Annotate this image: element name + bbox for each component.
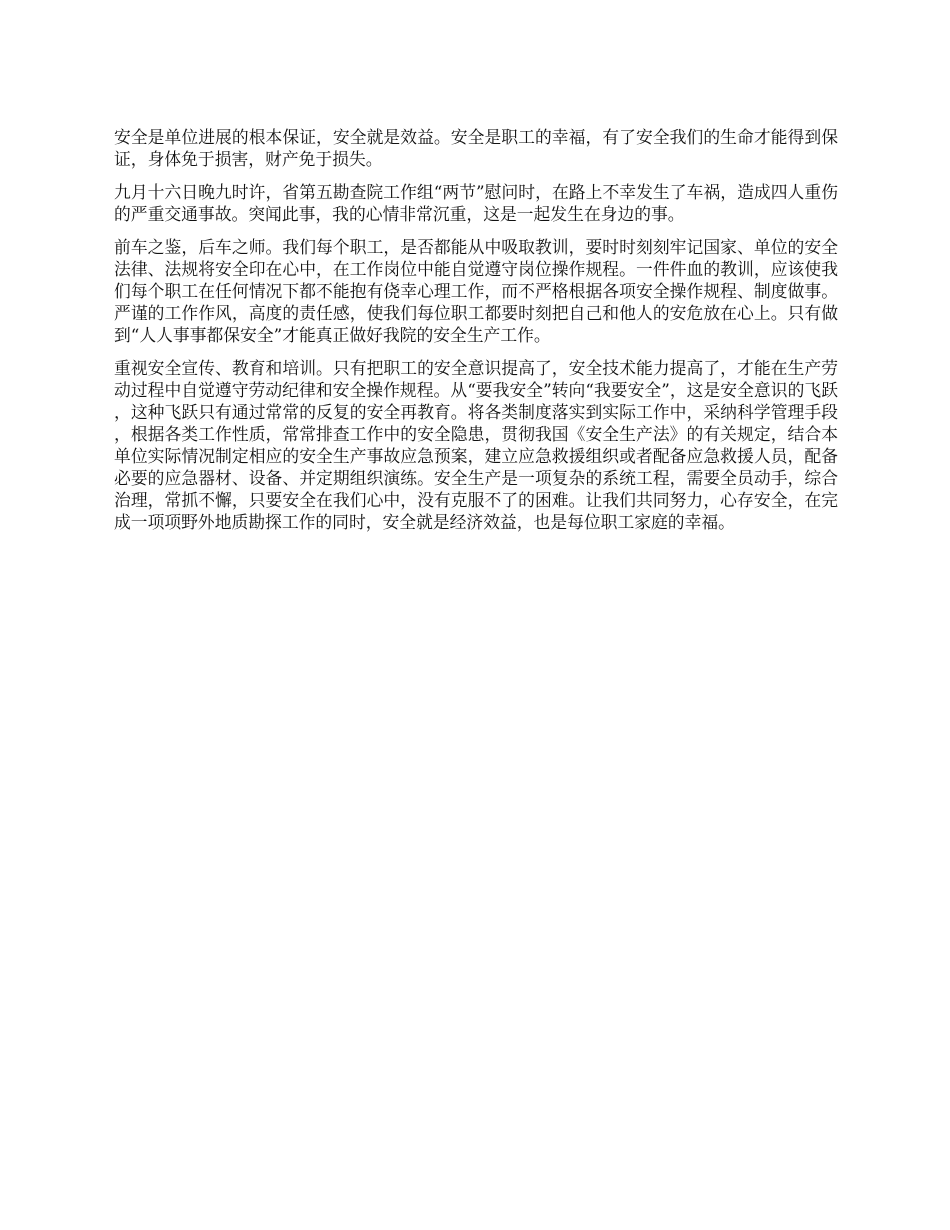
paragraph-4: 重视安全宣传、教育和培训。只有把职工的安全意识提高了，安全技术能力提高了，才能在生产劳动过程中自觉遵守劳动纪律和安全操作规程。从“要我安全”转向“我要安全”，这是安全意识的飞跃，这种飞跃只有通过常常的反复的安全再教育。将各类制度落实到实际工作中，采纳科学管理手段，根据各类工作性质，常常排查工作中的安全隐患，贯彻我国《安全生产法》的有关规定，结合本单位实际情况制定相应的安全生产事故应急预案，建立应急救援组织或者配备应急救援人员，配备必要的应急器材、设备、并定期组织演练。安全生产是一项复杂的系统工程，需要全员动手，综合治理，常抓不懈，只要安全在我们心中，没有克服不了的困难。让我们共同努力，心存安全，在完成一项项野外地质勘探工作的同时，安全就是经济效益，也是每位职工家庭的幸福。 [114, 358, 838, 532]
paragraph-2: 九月十六日晚九时许，省第五勘查院工作组“两节”慰问时，在路上不幸发生了车祸，造成四人重伤的严重交通事故。突闻此事，我的心情非常沉重，这是一起发生在身边的事。 [114, 182, 838, 224]
paragraph-1: 安全是单位进展的根本保证，安全就是效益。安全是职工的幸福，有了安全我们的生命才能得到保证，身体免于损害，财产免于损失。 [114, 127, 838, 169]
paragraph-3: 前车之鉴，后车之师。我们每个职工，是否都能从中吸取教训，要时时刻刻牢记国家、单位的安全法律、法规将安全印在心中，在工作岗位中能自觉遵守岗位操作规程。一件件血的教训，应该使我们每个职工在任何情况下都不能抱有侥幸心理工作，而不严格根据各项安全操作规程、制度做事。严谨的工作作风，高度的责任感，使我们每位职工都要时刻把自己和他人的安危放在心上。只有做到“人人事事都保安全”才能真正做好我院的安全生产工作。 [114, 237, 838, 345]
document-page [114, 126, 838, 544]
